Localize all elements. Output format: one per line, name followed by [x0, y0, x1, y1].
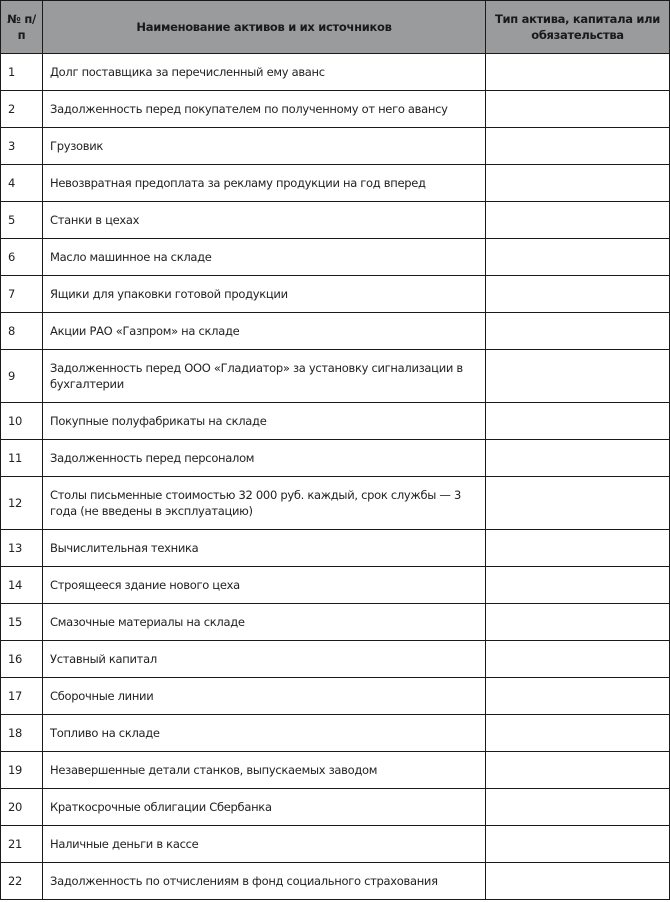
row-type-cell[interactable] — [486, 752, 670, 789]
row-name: Задолженность перед покупателем по полученному от него авансу — [43, 91, 486, 128]
row-name: Краткосрочные облигации Сбербанка — [43, 789, 486, 826]
table-row — [1, 239, 670, 276]
table-row — [1, 313, 670, 350]
row-name: Задолженность по отчислениям в фонд социального страхования — [43, 863, 486, 900]
header-type: Тип актива, капитала или обязательства — [486, 1, 670, 54]
row-number: 7 — [1, 276, 43, 313]
row-number: 22 — [1, 863, 43, 900]
row-type-cell[interactable] — [486, 165, 670, 202]
row-name: Ящики для упаковки готовой продукции — [43, 276, 486, 313]
row-type-cell[interactable] — [486, 567, 670, 604]
row-type-cell[interactable] — [486, 477, 670, 530]
table-row — [1, 863, 670, 900]
table-row — [1, 91, 670, 128]
row-type-cell[interactable] — [486, 276, 670, 313]
row-type-cell[interactable] — [486, 826, 670, 863]
row-number: 1 — [1, 54, 43, 91]
table-row — [1, 128, 670, 165]
row-type-cell[interactable] — [486, 604, 670, 641]
table-row — [1, 715, 670, 752]
row-name: Наличные деньги в кассе — [43, 826, 486, 863]
row-type-cell[interactable] — [486, 403, 670, 440]
table-row — [1, 202, 670, 239]
row-number: 10 — [1, 403, 43, 440]
row-number: 5 — [1, 202, 43, 239]
table-row — [1, 641, 670, 678]
row-name: Невозвратная предоплата за рекламу продукции на год вперед — [43, 165, 486, 202]
row-name: Грузовик — [43, 128, 486, 165]
table-row — [1, 678, 670, 715]
row-type-cell[interactable] — [486, 641, 670, 678]
row-type-cell[interactable] — [486, 313, 670, 350]
row-type-cell[interactable] — [486, 530, 670, 567]
row-name: Смазочные материалы на складе — [43, 604, 486, 641]
table-row — [1, 54, 670, 91]
row-number: 14 — [1, 567, 43, 604]
row-type-cell[interactable] — [486, 789, 670, 826]
row-number: 6 — [1, 239, 43, 276]
row-type-cell[interactable] — [486, 128, 670, 165]
row-name: Задолженность перед персоналом — [43, 440, 486, 477]
row-name: Станки в цехах — [43, 202, 486, 239]
table-row — [1, 567, 670, 604]
row-name: Столы письменные стоимостью 32 000 руб. каждый, срок службы — 3 года (не введены в эксплуатацию) — [43, 477, 486, 530]
header-number: № п/п — [1, 1, 43, 54]
row-type-cell[interactable] — [486, 202, 670, 239]
row-name: Топливо на складе — [43, 715, 486, 752]
row-number: 2 — [1, 91, 43, 128]
row-type-cell[interactable] — [486, 678, 670, 715]
row-type-cell[interactable] — [486, 863, 670, 900]
row-number: 13 — [1, 530, 43, 567]
table-row — [1, 530, 670, 567]
row-number: 8 — [1, 313, 43, 350]
table-row — [1, 165, 670, 202]
table-row — [1, 752, 670, 789]
row-number: 15 — [1, 604, 43, 641]
table-row — [1, 826, 670, 863]
row-name: Сборочные линии — [43, 678, 486, 715]
table-row — [1, 477, 670, 530]
row-type-cell[interactable] — [486, 350, 670, 403]
row-type-cell[interactable] — [486, 54, 670, 91]
header-name: Наименование активов и их источников — [43, 1, 486, 54]
table-row — [1, 403, 670, 440]
row-name: Незавершенные детали станков, выпускаемых заводом — [43, 752, 486, 789]
row-name: Уставный капитал — [43, 641, 486, 678]
row-number: 16 — [1, 641, 43, 678]
row-number: 3 — [1, 128, 43, 165]
row-number: 4 — [1, 165, 43, 202]
row-number: 19 — [1, 752, 43, 789]
row-name: Строящееся здание нового цеха — [43, 567, 486, 604]
table-row — [1, 440, 670, 477]
row-number: 21 — [1, 826, 43, 863]
row-number: 20 — [1, 789, 43, 826]
row-name: Покупные полуфабрикаты на складе — [43, 403, 486, 440]
row-type-cell[interactable] — [486, 440, 670, 477]
header-row — [1, 1, 670, 54]
row-number: 18 — [1, 715, 43, 752]
row-name: Акции РАО «Газпром» на складе — [43, 313, 486, 350]
row-type-cell[interactable] — [486, 239, 670, 276]
row-type-cell[interactable] — [486, 715, 670, 752]
row-name: Долг поставщика за перечисленный ему аванс — [43, 54, 486, 91]
row-name: Масло машинное на складе — [43, 239, 486, 276]
table-row — [1, 350, 670, 403]
row-number: 17 — [1, 678, 43, 715]
row-name: Вычислительная техника — [43, 530, 486, 567]
row-number: 11 — [1, 440, 43, 477]
table-row — [1, 789, 670, 826]
table-row — [1, 604, 670, 641]
row-name: Задолженность перед ООО «Гладиатор» за установку сигнализации в бухгалтерии — [43, 350, 486, 403]
row-number: 9 — [1, 350, 43, 403]
table-row — [1, 276, 670, 313]
row-type-cell[interactable] — [486, 91, 670, 128]
row-number: 12 — [1, 477, 43, 530]
